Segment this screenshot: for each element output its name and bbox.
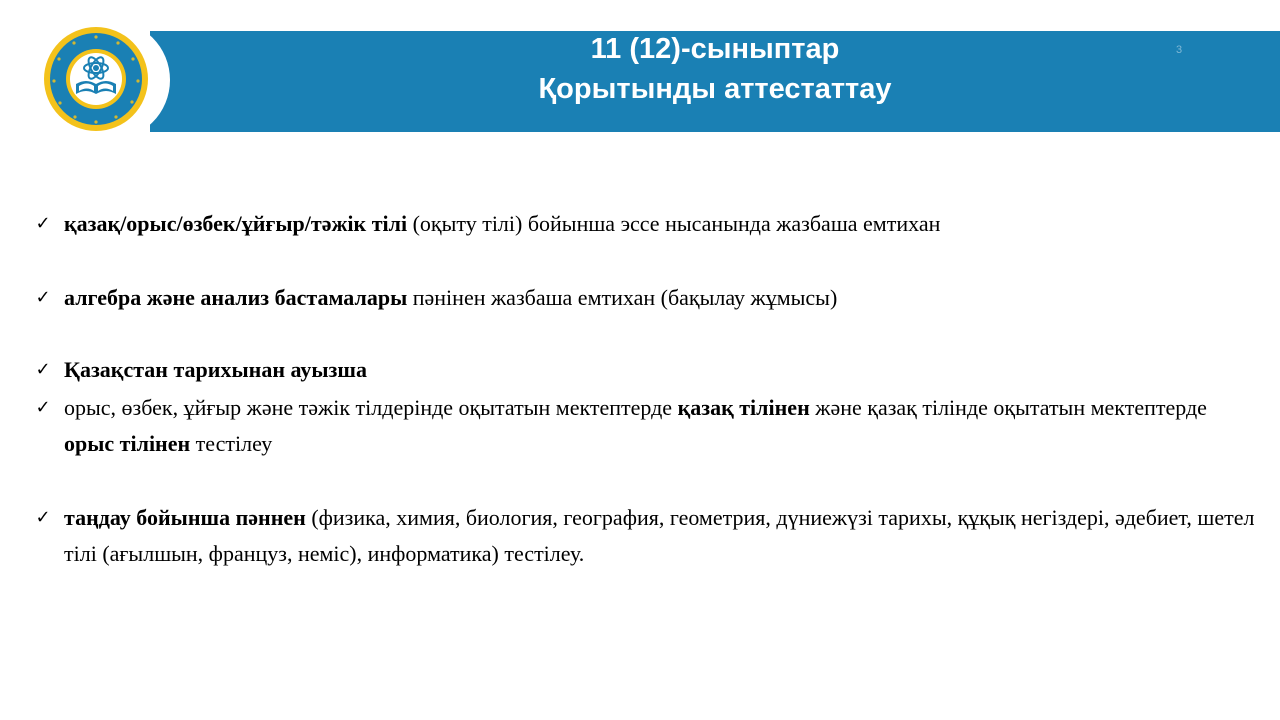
list-item-plain-text: тестілеу bbox=[190, 431, 273, 456]
check-icon: ✓ bbox=[35, 397, 51, 418]
list-item-text bbox=[64, 390, 1262, 462]
slide-number: 3 bbox=[1176, 44, 1183, 56]
list-item bbox=[32, 280, 1262, 316]
list-item-bold-text: қазақ тілінен bbox=[677, 395, 810, 420]
title-line-1: 11 (12)-сыныптар bbox=[590, 33, 840, 65]
list-item-plain-text: (оқыту тілі) бойынша эссе нысанында жазбаша емтихан bbox=[407, 211, 941, 236]
list-item-bold-text: таңдау бойынша пәннен bbox=[64, 505, 306, 530]
list-item-plain-text: (физика, химия, биология, география, геометрия, дүниежүзі тарихы, құқық негіздері, әдебиет, шетел тілі (ағылшын, француз, неміс), информатика) тестілеу. bbox=[64, 505, 1255, 566]
check-icon: ✓ bbox=[35, 359, 51, 380]
list-item-plain-text: орыс, өзбек, ұйғыр және тәжік тілдерінде оқытатын мектептерде bbox=[64, 395, 678, 420]
list-item bbox=[32, 390, 1262, 462]
list-item-bold-text: қазақ/орыс/өзбек/ұйғыр/тәжік тілі bbox=[64, 211, 408, 236]
list-item bbox=[32, 500, 1262, 572]
title-line-2: Қорытынды аттестаттау bbox=[538, 73, 892, 105]
list-item-text bbox=[64, 500, 1262, 572]
check-icon: ✓ bbox=[35, 213, 51, 234]
list-item-bold-text: Қазақстан тарихынан ауызша bbox=[64, 357, 367, 382]
list-item bbox=[32, 352, 1262, 388]
list-item-text bbox=[64, 280, 1262, 316]
list-item bbox=[32, 206, 1262, 242]
list-item-plain-text: пәнінен жазбаша емтихан (бақылау жұмысы) bbox=[407, 285, 838, 310]
check-icon: ✓ bbox=[35, 507, 51, 528]
list-item-text bbox=[64, 352, 1262, 388]
ministry-logo bbox=[43, 26, 149, 132]
list-item-plain-text: және қазақ тілінде оқытатын мектептерде bbox=[809, 395, 1207, 420]
check-icon: ✓ bbox=[35, 287, 51, 308]
list-item-bold-text: орыс тілінен bbox=[64, 431, 191, 456]
list-item-bold-text: алгебра және анализ бастамалары bbox=[64, 285, 408, 310]
list-item-text bbox=[64, 206, 1262, 242]
